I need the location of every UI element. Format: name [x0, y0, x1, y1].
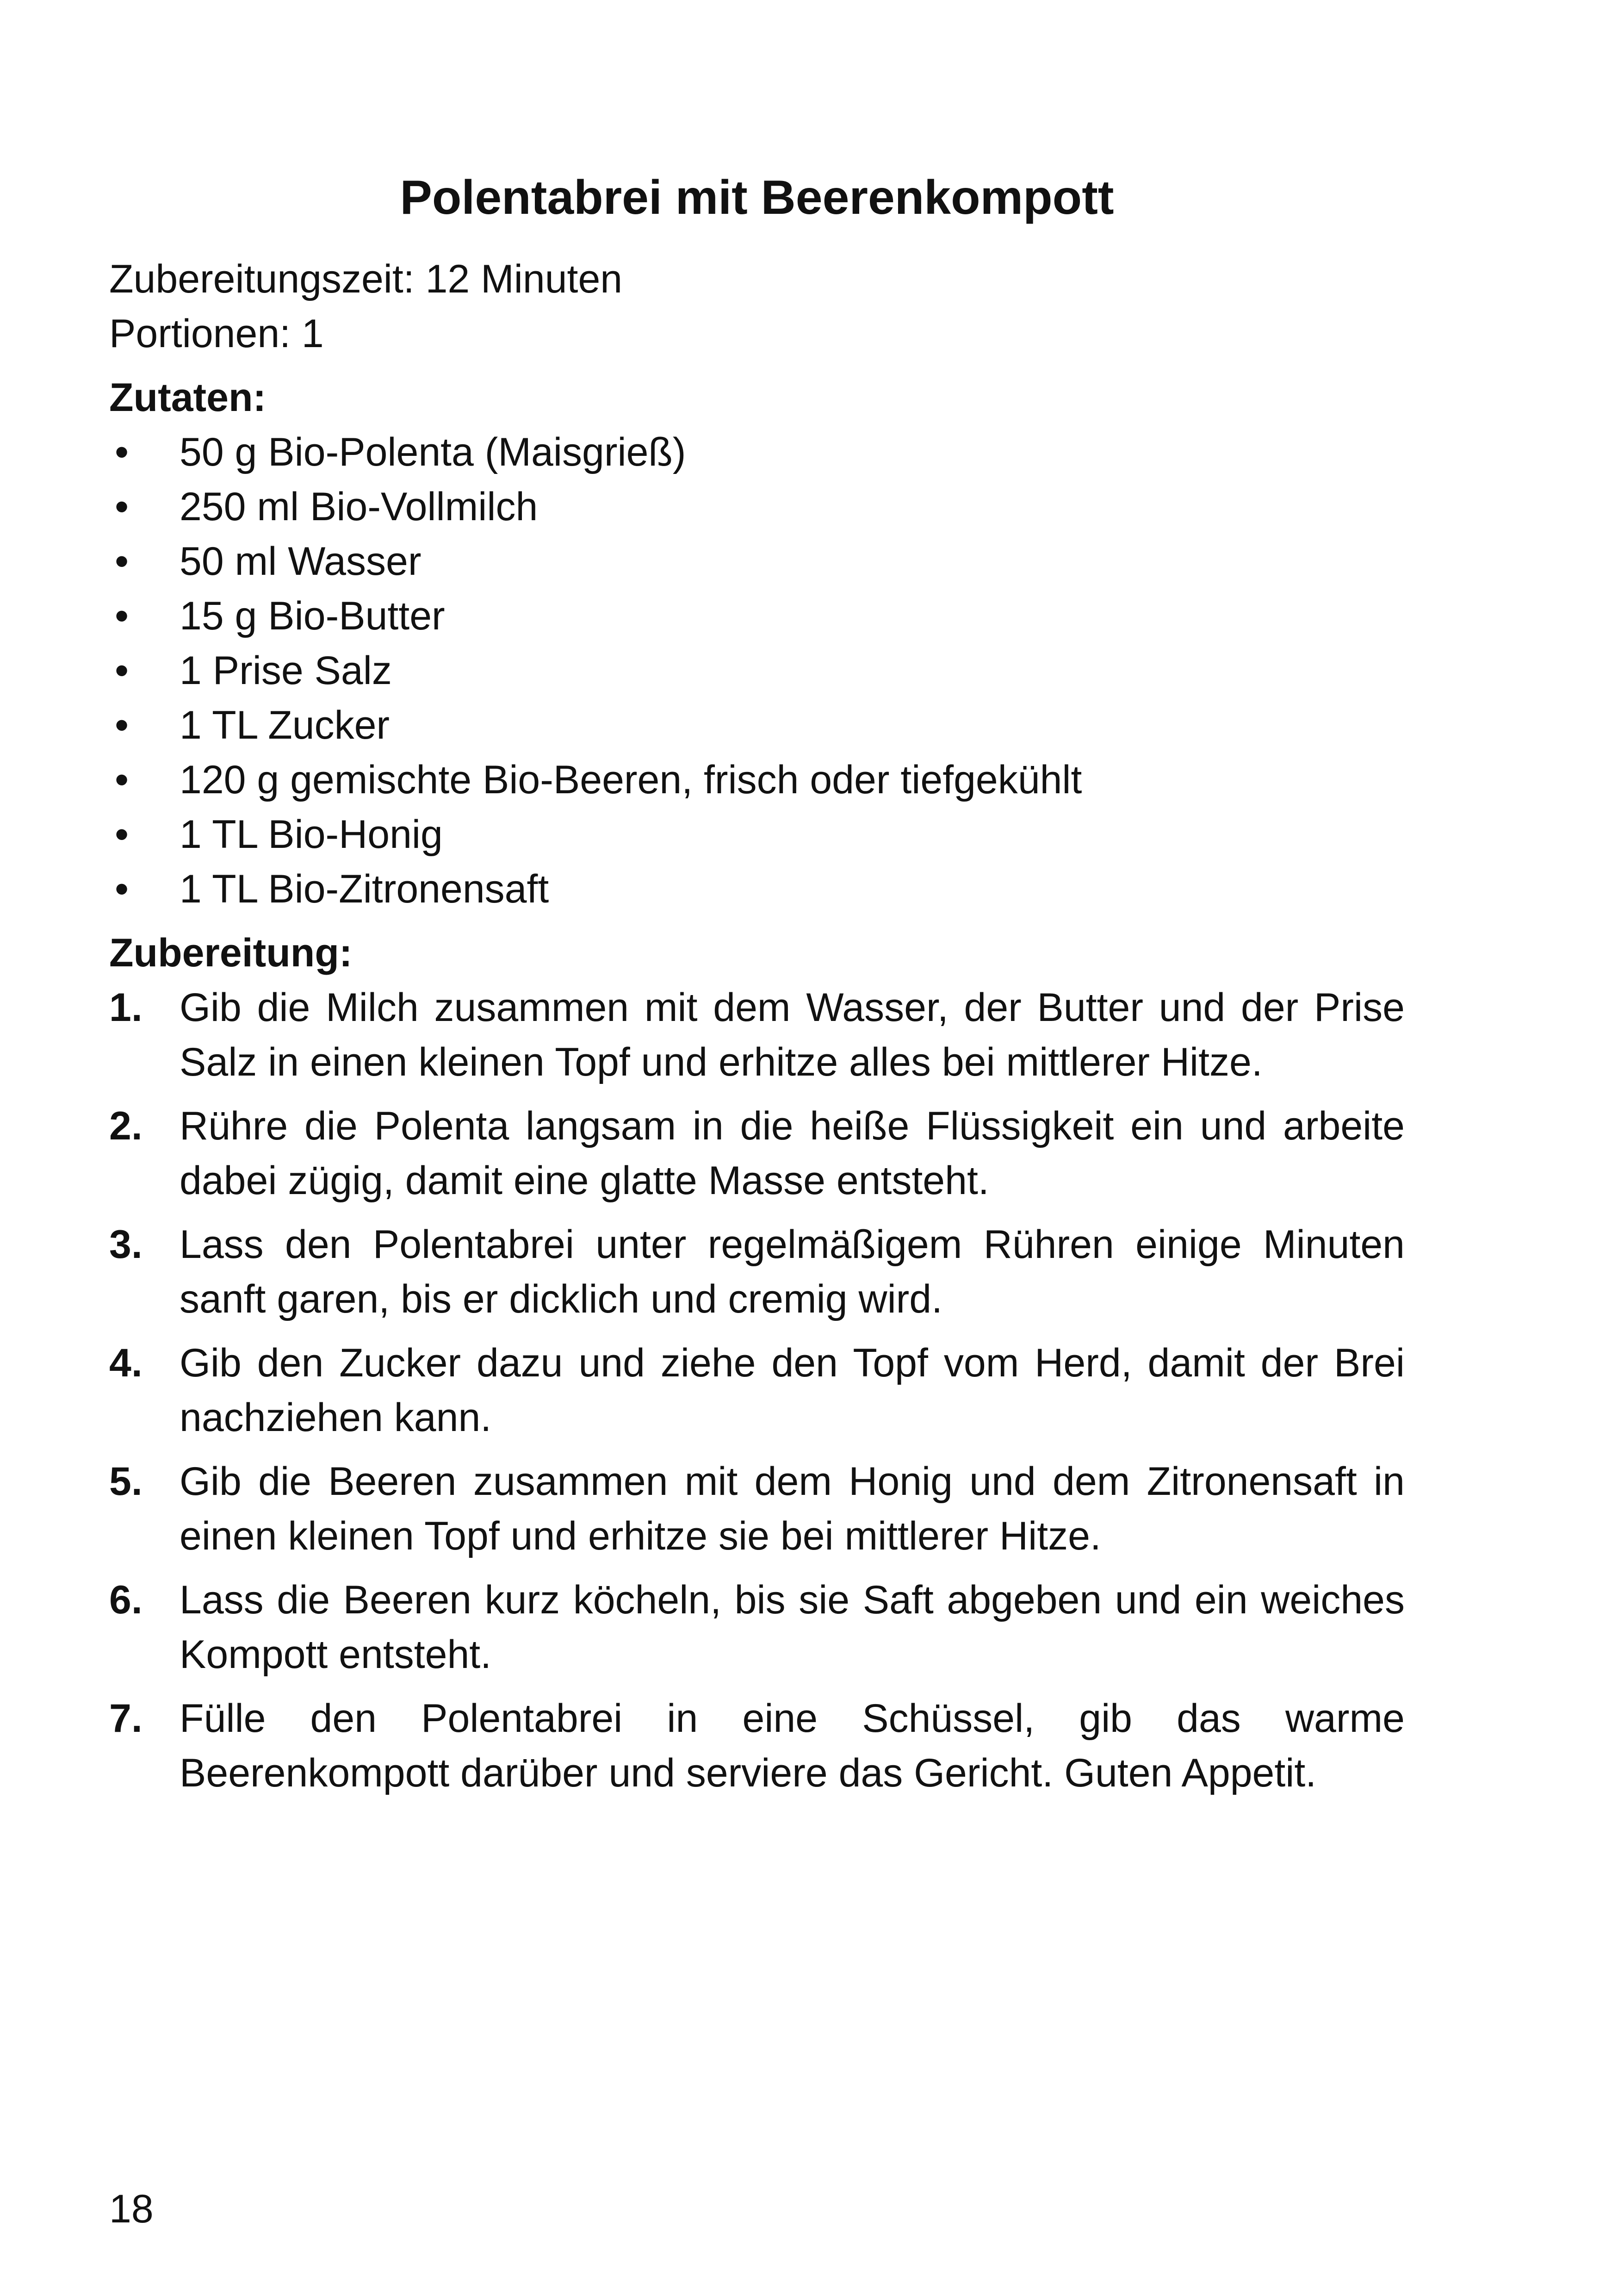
step-text: Gib die Milch zusammen mit dem Wasser, der Butter und der Prise Salz in einen kleinen Topf und erhitze alles bei mittlerer Hitze. — [180, 985, 1405, 1084]
ingredient-item — [109, 862, 1405, 916]
step-number: 4. — [109, 1341, 143, 1385]
step-number: 6. — [109, 1578, 143, 1622]
steps-list — [109, 980, 1405, 1800]
step-number: 5. — [109, 1459, 143, 1504]
bullet-icon: • — [115, 648, 129, 693]
ingredient-item — [109, 479, 1405, 534]
step-text: Lass die Beeren kurz köcheln, bis sie Saft abgeben und ein weiches Kompott entsteht. — [180, 1578, 1405, 1677]
ingredient-text: 1 Prise Salz — [180, 648, 392, 693]
step-number: 7. — [109, 1696, 143, 1741]
step-item — [109, 1454, 1405, 1563]
step-item — [109, 1099, 1405, 1208]
ingredient-item — [109, 698, 1405, 753]
ingredient-text: 50 g Bio-Polenta (Maisgrieß) — [180, 430, 686, 474]
ingredient-item — [109, 753, 1405, 807]
ingredients-heading: Zutaten: — [109, 375, 267, 420]
step-text: Rühre die Polenta langsam in die heiße Flüssigkeit ein und arbeite dabei zügig, damit eine glatte Masse entsteht. — [180, 1104, 1405, 1203]
step-item — [109, 1217, 1405, 1326]
bullet-icon: • — [115, 430, 129, 474]
step-item — [109, 1691, 1405, 1800]
bullet-icon: • — [115, 703, 129, 747]
step-number: 2. — [109, 1104, 143, 1148]
step-item — [109, 1336, 1405, 1445]
bullet-icon: • — [115, 485, 129, 529]
ingredient-text: 1 TL Zucker — [180, 703, 390, 747]
step-number: 1. — [109, 985, 143, 1030]
ingredient-item — [109, 589, 1405, 643]
step-text: Fülle den Polentabrei in eine Schüssel, gib das warme Beerenkompott darüber und serviere das Gericht. Guten Appetit. — [180, 1696, 1405, 1795]
step-item — [109, 980, 1405, 1089]
page-number: 18 — [109, 2187, 154, 2231]
ingredient-text: 1 TL Bio-Zitronensaft — [180, 867, 549, 911]
ingredients-list — [109, 425, 1405, 916]
ingredient-text: 1 TL Bio-Honig — [180, 812, 443, 857]
bullet-icon: • — [115, 758, 129, 802]
bullet-icon: • — [115, 812, 129, 857]
step-text: Gib die Beeren zusammen mit dem Honig und dem Zitronensaft in einen kleinen Topf und erhitze sie bei mittlerer Hitze. — [180, 1459, 1405, 1558]
ingredient-item — [109, 425, 1405, 479]
bullet-icon: • — [115, 594, 129, 638]
recipe-title: Polentabrei mit Beerenkompott — [400, 171, 1114, 224]
step-item — [109, 1573, 1405, 1682]
ingredient-text: 15 g Bio-Butter — [180, 594, 445, 638]
steps-heading: Zubereitung: — [109, 931, 353, 975]
step-text: Gib den Zucker dazu und ziehe den Topf vom Herd, damit der Brei nachziehen kann. — [180, 1341, 1405, 1440]
step-text: Lass den Polentabrei unter regelmäßigem Rühren einige Minuten sanft garen, bis er dicklich und cremig wird. — [180, 1222, 1405, 1321]
ingredient-text: 120 g gemischte Bio-Beeren, frisch oder tiefgekühlt — [180, 758, 1082, 802]
ingredient-item — [109, 807, 1405, 862]
step-number: 3. — [109, 1222, 143, 1267]
bullet-icon: • — [115, 867, 129, 911]
portions: Portionen: 1 — [109, 311, 324, 356]
ingredient-text: 250 ml Bio-Vollmilch — [180, 485, 538, 529]
ingredient-item — [109, 534, 1405, 589]
prep-time: Zubereitungszeit: 12 Minuten — [109, 257, 623, 301]
bullet-icon: • — [115, 539, 129, 584]
ingredient-item — [109, 643, 1405, 698]
ingredient-text: 50 ml Wasser — [180, 539, 422, 584]
recipe-content — [109, 252, 1405, 1810]
